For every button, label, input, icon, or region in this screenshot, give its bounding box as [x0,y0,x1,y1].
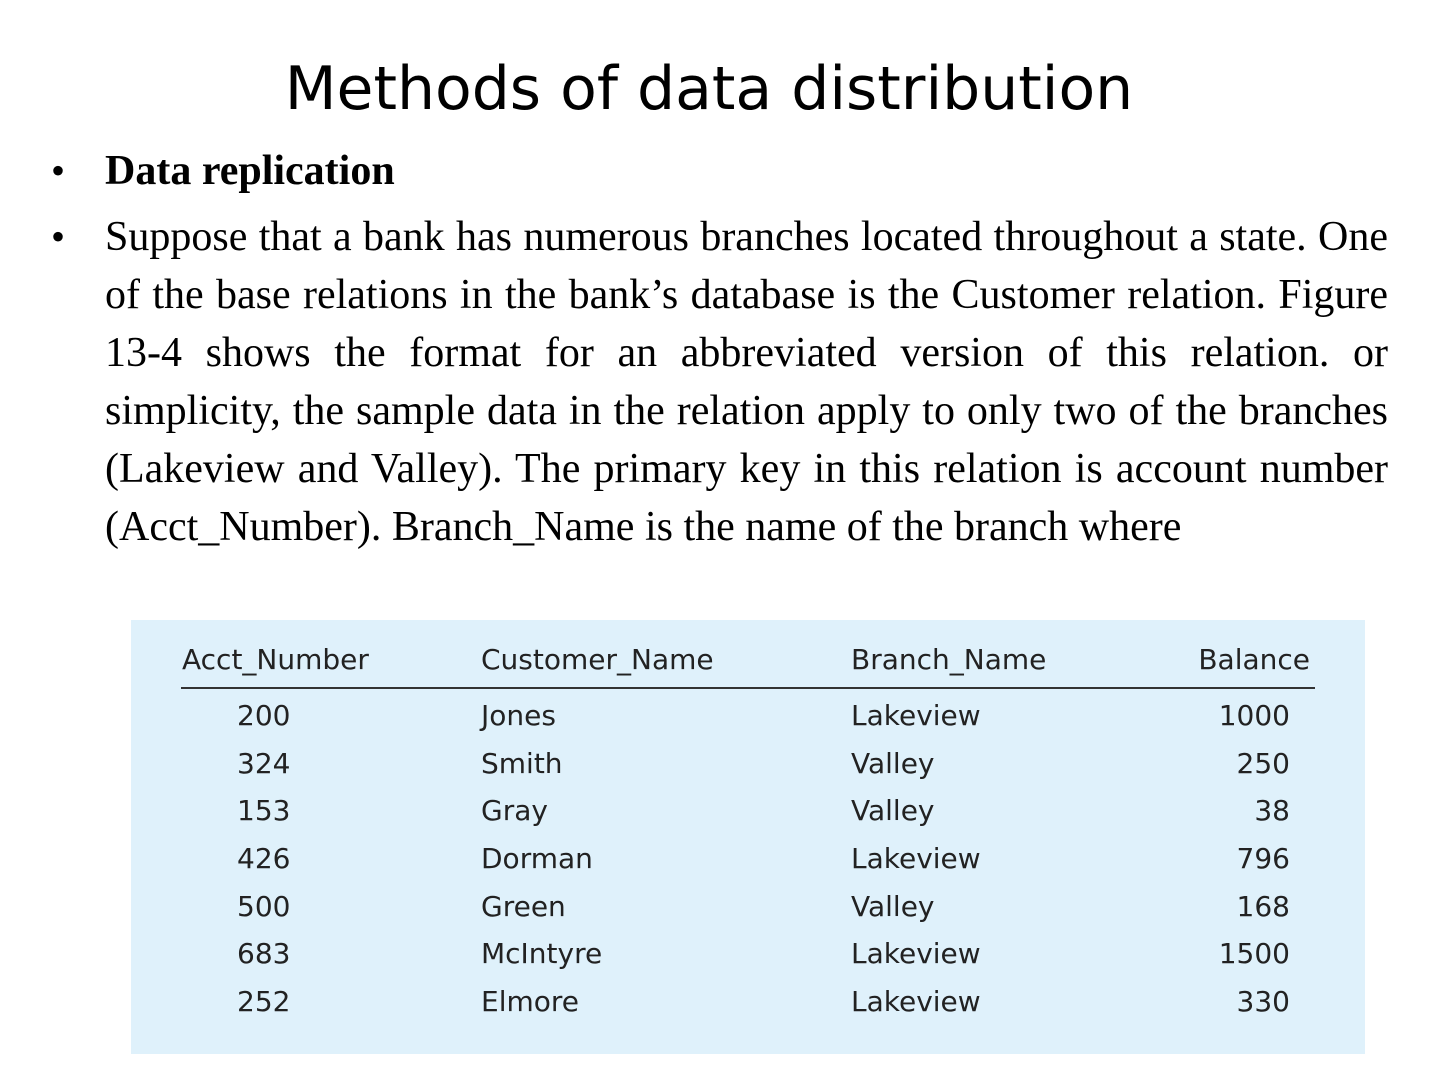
cell-branch-name: Valley [851,746,935,780]
table-row [131,839,1365,887]
slide-body [48,142,1388,598]
cell-balance: 330 [1236,985,1290,1019]
column-header-customer-name: Customer_Name [481,643,714,676]
bullet-marker: • [51,214,66,259]
cell-balance: 168 [1236,889,1290,923]
cell-branch-name: Lakeview [851,937,981,971]
table-row [131,791,1365,839]
cell-customer-name: Smith [481,746,563,780]
table-row [131,744,1365,792]
cell-balance: 1000 [1218,699,1290,732]
cell-branch-name: Lakeview [851,699,981,732]
cell-customer-name: Dorman [481,842,593,876]
cell-customer-name: Gray [481,794,548,828]
bullet-paragraph-text: Suppose that a bank has numerous branches located throughout a state. One of the base relations in the bank’s database is the Customer relation. Figure 13-4 shows the format for an abbreviated version of this relation. or simplicity, the sample data in the relation apply to only two of the branches (Lakeview and Valley). The primary key in this relation is account number (Acct_Number). Branch_Name is the name of the branch where [105,214,1388,550]
table-body [131,696,1365,1030]
cell-branch-name: Valley [851,889,935,923]
cell-balance: 250 [1236,746,1290,780]
cell-customer-name: Elmore [481,985,579,1019]
column-header-acct-number: Acct_Number [182,643,369,676]
cell-acct-number: 153 [237,794,291,828]
table-row [131,696,1365,744]
cell-acct-number: 200 [237,699,291,732]
cell-branch-name: Valley [851,794,935,828]
cell-acct-number: 500 [237,889,291,923]
bullet-marker: • [51,148,66,193]
column-header-branch-name: Branch_Name [851,643,1047,676]
cell-balance: 796 [1236,842,1290,876]
cell-branch-name: Lakeview [851,842,981,876]
cell-customer-name: Green [481,889,566,923]
header-divider [181,687,1315,689]
cell-balance: 38 [1254,794,1290,828]
cell-acct-number: 324 [237,746,291,780]
table-header-row [131,640,1365,680]
cell-acct-number: 252 [237,985,291,1019]
cell-branch-name: Lakeview [851,985,981,1019]
cell-customer-name: McIntyre [481,937,603,971]
slide-title: Methods of data distribution [284,54,1134,124]
bullet-item [48,142,1388,200]
customer-relation-figure [131,620,1365,1054]
bullet-item [48,208,1388,556]
cell-acct-number: 426 [237,842,291,876]
cell-acct-number: 683 [237,937,291,971]
cell-balance: 1500 [1218,937,1290,971]
table-row [131,982,1365,1030]
cell-customer-name: Jones [481,699,556,732]
table-row [131,934,1365,982]
bullet-heading-text: Data replication [105,148,395,194]
table-row [131,887,1365,935]
column-header-balance: Balance [1198,643,1310,676]
